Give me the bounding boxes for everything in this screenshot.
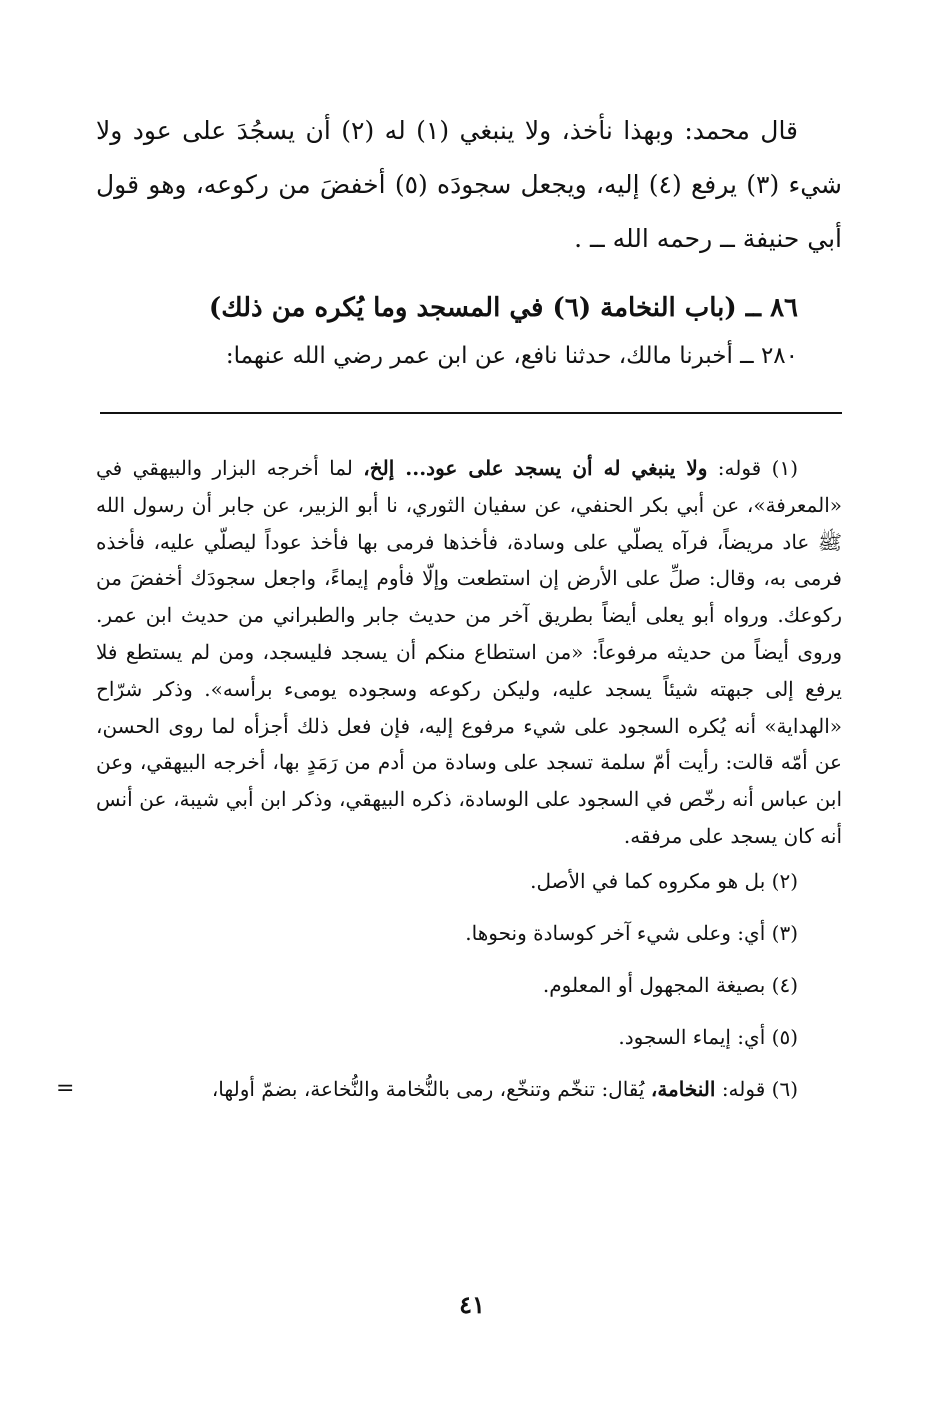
footnote-number: (١) bbox=[771, 456, 799, 480]
footnote-text: بل هو مكروه كما في الأصل. bbox=[530, 868, 766, 893]
chapter-heading: ٨٦ ــ (باب النخامة (٦) في المسجد وما يُكره من ذلك) bbox=[208, 293, 798, 323]
hadith-isnad: ٢٨٠ ــ أخبرنا مالك، حدثنا نافع، عن ابن عمر رضي الله عنهما: bbox=[225, 343, 798, 369]
footnote-text: بصيغة المجهول أو المعلوم. bbox=[542, 972, 766, 997]
footnote-2 bbox=[96, 855, 842, 907]
footnote-quote: ولا ينبغي له أن يسجد على عود... إلخ، bbox=[363, 456, 708, 480]
continuation-mark: = bbox=[56, 1075, 75, 1101]
footnote-6 bbox=[56, 1063, 842, 1115]
footnote-number: (٣) bbox=[771, 920, 798, 945]
footnote-3 bbox=[96, 907, 842, 959]
footnotes bbox=[56, 450, 842, 1115]
footnote-number: (٤) bbox=[771, 972, 798, 997]
footnote-5 bbox=[96, 1011, 842, 1063]
footnote-divider bbox=[100, 412, 842, 414]
footnote-1 bbox=[96, 450, 842, 855]
page-number: ٤١ bbox=[459, 1290, 485, 1319]
footnote-number: (٦) bbox=[771, 1076, 798, 1101]
footnote-text: أي: إيماء السجود. bbox=[618, 1024, 766, 1049]
footnote-text: يُقال: تنخّم وتنخّع، رمى بالنُّخامة والنُّخاعة، بضمّ أولها، bbox=[211, 1076, 645, 1101]
footnote-number: (٢) bbox=[771, 868, 798, 893]
footnote-text: أي: وعلى شيء آخر كوسادة ونحوها. bbox=[465, 920, 766, 945]
footnote-4 bbox=[96, 959, 842, 1011]
main-text bbox=[96, 104, 842, 266]
main-paragraph: قال محمد: وبهذا نأخذ، ولا ينبغي (١) له (٢) أن يسجُدَ على عود ولا شيء (٣) يرفع (٤) إليه، ويجعل سجودَه (٥) أخفضَ من ركوعه، وهو قول أبي حنيفة ــ رحمه الله ــ . bbox=[96, 116, 842, 253]
footnote-lead: قوله: bbox=[717, 456, 762, 480]
footnote-keyword: النخامة، bbox=[650, 1076, 716, 1101]
footnote-lead: قوله: bbox=[721, 1076, 766, 1101]
footnote-text: لما أخرجه البزار والبيهقي في «المعرفة»، عن أبي بكر الحنفي، عن سفيان الثوري، نا أبو الزبير، عن جابر أن رسول الله ﷺ عاد مريضاً، فرآه يصلّي على وسادة، فأخذها فرمى بها فأخذ عوداً ليصلّي عليه، فأخذه فرمى به، وقال: صلِّ على الأرض إن استطعت وإلّا فأوم إيماءً، واجعل سجودَك أخفضَ من ركوعك. ورواه أبو يعلى أيضاً بطريق آخر من حديث جابر والطبراني من حديث ابن عمر. وروى أيضاً من حديثه مرفوعاً: «من استطاع منكم أن يسجد فليسجد، ومن لم يستطع فلا يرفع إلى جبهته شيئاً يسجد عليه، وليكن ركوعه وسجوده يومىء برأسه». وذكر شرّاح «الهداية» أنه يُكره السجود على شيء مرفوع إليه، فإن فعل ذلك أجزأه لما روى الحسن، عن أمّه قالت: رأيت أمّ سلمة تسجد على وسادة من أدم من رَمَدٍ بها، أخرجه البيهقي، وعن ابن عباس أنه رخّص في السجود على الوسادة، ذكره البيهقي، وذكر ابن أبي شيبة، عن أنس أنه كان يسجد على مرفقه. bbox=[96, 456, 842, 848]
footnote-number: (٥) bbox=[771, 1024, 798, 1049]
